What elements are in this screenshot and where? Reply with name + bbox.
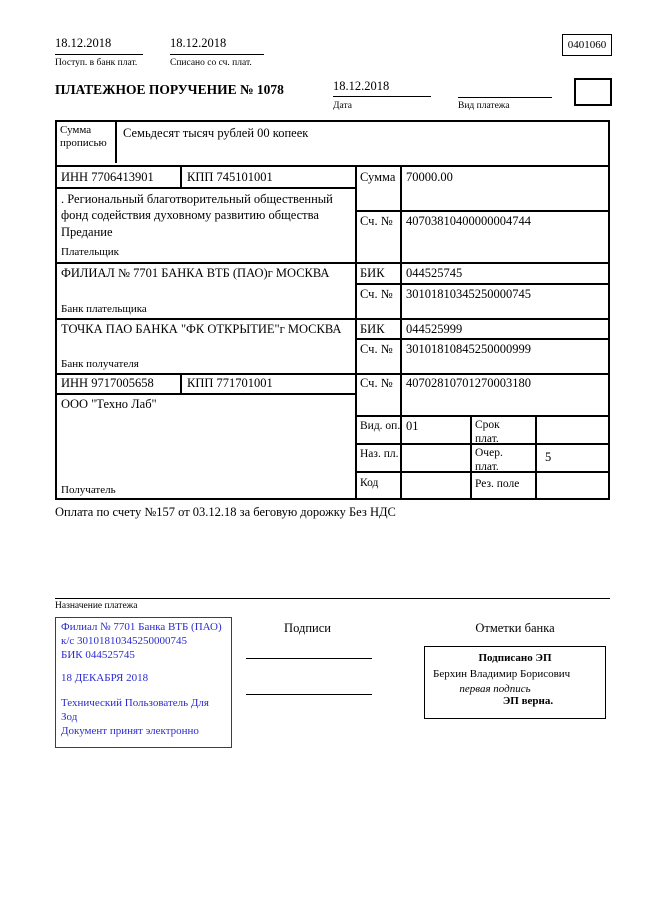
bank-stamp-corr-account: к/с 30101810345250000745 — [61, 634, 188, 647]
table-line — [57, 262, 608, 264]
kod-label: Код — [360, 477, 379, 489]
received-in-bank-label: Поступ. в банк плат. — [55, 58, 138, 68]
vid-op-value: 01 — [406, 419, 419, 433]
document-date: 18.12.2018 — [333, 79, 431, 97]
table-line — [355, 167, 357, 498]
naz-pl-label: Наз. пл. — [360, 448, 399, 460]
bank-stamp-date: 18 ДЕКАБРЯ 2018 — [61, 672, 149, 685]
amount-value: 70000.00 — [406, 170, 453, 184]
ocher-plat-value: 5 — [545, 450, 552, 464]
bank-stamp-user: Технический Пользователь Для Зод — [61, 697, 209, 723]
amount-label: Сумма — [360, 170, 396, 184]
payer-bank-section-label: Банк плательщика — [61, 303, 147, 315]
ep-signed-label: Подписано ЭП — [478, 652, 552, 664]
payer-bank-account-label: Сч. № — [360, 287, 393, 301]
payee-bank-name: ТОЧКА ПАО БАНКА "ФК ОТКРЫТИЕ"г МОСКВА — [61, 322, 342, 336]
payer-bank-bik: 044525745 — [406, 266, 463, 280]
rez-pole-label: Рез. поле — [475, 478, 520, 490]
payer-bank-bik-label: БИК — [360, 266, 385, 280]
payee-section-label: Получатель — [61, 484, 116, 496]
payer-bank-account: 30101810345250000745 — [406, 287, 531, 301]
payer-name: . Региональный благотворительный общественный фонд содействия духовному развитию общества Предание — [61, 192, 333, 239]
ocher-plat-label: Очер. плат. — [475, 447, 503, 473]
table-line — [355, 415, 608, 417]
table-line — [355, 283, 608, 285]
bank-stamp-branch: Филиал № 7701 Банка ВТБ (ПАО) — [61, 621, 222, 633]
table-line — [115, 122, 117, 163]
date-label: Дата — [333, 101, 352, 111]
payer-inn: ИНН 7706413901 — [61, 170, 154, 184]
bank-stamp-bik: БИК 044525745 — [61, 648, 135, 661]
table-line — [470, 415, 472, 498]
payee-kpp: КПП 771701001 — [187, 376, 273, 390]
payment-purpose-text: Оплата по счету №157 от 03.12.18 за беговую дорожку Без НДС — [55, 505, 396, 519]
payer-section-label: Плательщик — [61, 246, 119, 258]
bank-electronic-stamp — [55, 617, 232, 748]
ep-signer-name: Берхин Владимир Борисович — [433, 668, 571, 681]
payment-type-label: Вид платежа — [458, 101, 510, 111]
payee-bank-account-label: Сч. № — [360, 342, 393, 356]
amount-in-words-table — [55, 120, 610, 165]
table-line — [180, 373, 182, 393]
amount-in-words-label: Сумма прописью — [60, 124, 107, 149]
document-title: ПЛАТЕЖНОЕ ПОРУЧЕНИЕ № 1078 — [55, 82, 284, 97]
signature-line-1 — [246, 658, 372, 659]
payee-bank-bik: 044525999 — [406, 322, 463, 336]
signatures-label: Подписи — [284, 621, 331, 635]
debited-from-account-date: 18.12.2018 — [170, 36, 264, 55]
form-code-box: 0401060 — [562, 34, 612, 56]
payment-purpose-label: Назначение платежа — [55, 601, 138, 611]
amount-in-words-value: Семьдесят тысяч рублей 00 копеек — [123, 126, 309, 140]
payee-name: ООО "Техно Лаб" — [61, 397, 157, 411]
table-line — [57, 393, 355, 395]
payer-account-label: Сч. № — [360, 214, 393, 228]
title-empty-box — [574, 78, 612, 106]
payee-bank-bik-label: БИК — [360, 322, 385, 336]
payee-account-number: 40702810701270003180 — [406, 376, 531, 390]
table-line — [355, 338, 608, 340]
payee-account-label: Сч. № — [360, 376, 393, 390]
table-line — [355, 210, 608, 212]
electronic-signature-stamp — [424, 646, 606, 719]
payer-kpp: КПП 745101001 — [187, 170, 273, 184]
ep-valid-label: ЭП верна. — [502, 694, 554, 707]
table-line — [400, 167, 402, 498]
payer-account-number: 40703810400000004744 — [406, 214, 531, 228]
purpose-underline — [55, 598, 610, 599]
table-line — [57, 187, 355, 189]
payee-bank-account: 30101810845250000999 — [406, 342, 531, 356]
payment-order-table — [55, 165, 610, 500]
signature-line-2 — [246, 694, 372, 695]
table-line — [57, 318, 608, 320]
payer-bank-name: ФИЛИАЛ № 7701 БАНКА ВТБ (ПАО)г МОСКВА — [61, 266, 330, 280]
table-line — [180, 167, 182, 187]
bank-stamp-accepted: Документ принят электронно — [61, 724, 199, 737]
payment-type-underline — [458, 97, 552, 98]
table-line — [57, 373, 608, 375]
table-line — [535, 415, 537, 498]
received-in-bank-date: 18.12.2018 — [55, 36, 143, 55]
payee-inn: ИНН 9717005658 — [61, 376, 154, 390]
ep-first-signature-label: первая подпись — [459, 682, 531, 695]
srok-plat-label: Срок плат. — [475, 419, 500, 445]
bank-marks-label: Отметки банка — [475, 621, 555, 635]
vid-op-label: Вид. оп. — [360, 420, 401, 432]
payee-bank-section-label: Банк получателя — [61, 358, 139, 370]
debited-from-account-label: Списано со сч. плат. — [170, 58, 252, 68]
